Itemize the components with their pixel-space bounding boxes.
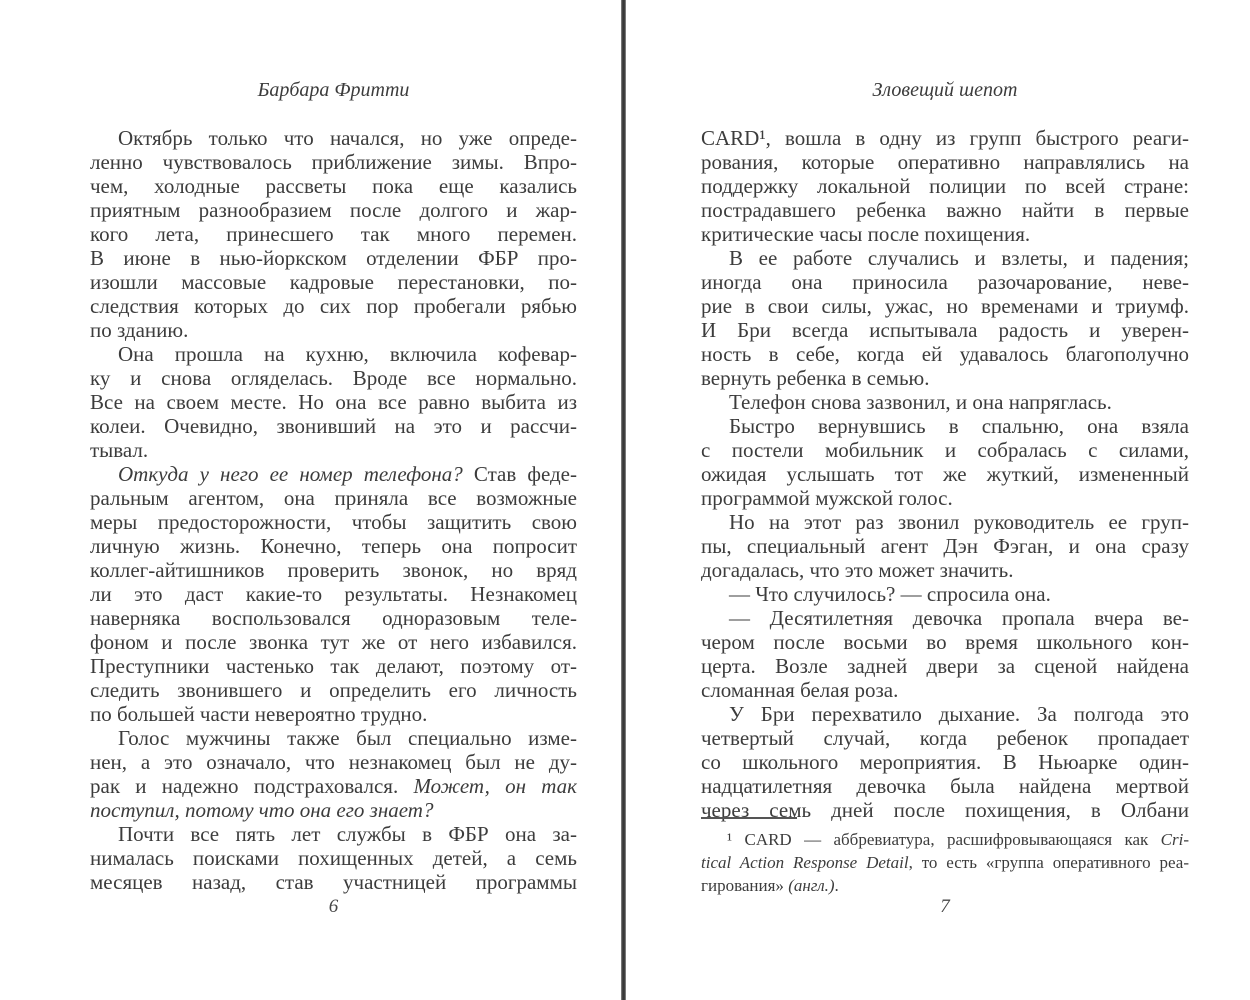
text-line: CARD¹, вошла в одну из групп быстрого реаги- [701,126,1189,150]
text-line: следить звонившего и определить его личность [90,678,577,702]
text-line: нималась поисками похищенных детей, а семь [90,846,577,870]
text-line: Голос мужчины также был специально изме- [118,726,577,750]
text-line: Все на своем месте. Но она все равно выбита из [90,390,577,414]
text-line: нен, а это означало, что незнакомец был не ду- [90,750,577,774]
text-line: надцатилетняя девочка была найдена мертвой [701,774,1189,798]
text-line: Откуда у него ее номер телефона? Став феде- [118,462,577,486]
text-line: — Десятилетняя девочка пропала вчера ве- [729,606,1189,630]
text-line: коллег-айтишников проверить звонок, но вряд [90,558,577,582]
text-line: кого лета, принесшего так много перемен. [90,222,577,246]
text-line: приятным разнообразием после долгого и жар- [90,198,577,222]
text-line: личную жизнь. Конечно, теперь она попросит [90,534,577,558]
text-line: ленно чувствовалось приближение зимы. Впро- [90,150,577,174]
text-line: ¹ CARD — аббревиатура, расшифровывающаяся как Cri- [727,830,1189,849]
text-line: со школьного мероприятия. В Ньюарке один- [701,750,1189,774]
text-line: через семь дней после похищения, в Олбани [701,798,1189,822]
text-line: программой мужской голос. [701,486,953,510]
page-number-left: 6 [328,896,339,917]
text-line: фоном и после звонка тут же от него избавился. [90,630,577,654]
text-line: ли это даст какие-то результаты. Незнакомец [90,582,577,606]
footnote-rule [701,817,797,819]
text-line: tical Action Response Detail, то есть «группа оперативного реа- [701,853,1189,872]
text-line: пы, специальный агент Дэн Фэган, и она сразу [701,534,1189,558]
page-right [701,78,1189,917]
text-line: сломанная белая роза. [701,678,899,702]
text-line: ральным агентом, она приняла все возможные [90,486,577,510]
text-line: поддержку локальной полиции по всей стране: [701,174,1189,198]
text-line: чером после восьми во время школьного кон- [701,630,1189,654]
page-right-body [701,126,1189,822]
text-line: рования, которые оперативно направлялись на [701,150,1189,174]
text-line: церта. Возле задней двери за сценой найдена [701,654,1189,678]
text-line: Быстро вернувшись в спальню, она взяла [729,414,1189,438]
text-line: ожидая услышать тот же жуткий, измененный [701,462,1189,486]
text-line: рие в свои силы, ужас, но временами и триумф. [701,294,1189,318]
text-line: ность в себе, когда ей удавалось благополучно [701,342,1189,366]
text-line: с постели мобильник и собралась с силами, [701,438,1189,462]
text-line: четвертый случай, когда ребенок пропадает [701,726,1189,750]
running-head-title: Зловещий шепот [872,79,1018,101]
running-head-author: Барбара Фритти [257,79,410,101]
text-line: Преступники частенько так делают, поэтому от- [90,654,577,678]
footnote-text [701,828,1189,897]
text-line: ку и снова огляделась. Вроде все нормально. [90,366,577,390]
text-line: Но на этот раз звонил руководитель ее груп- [729,510,1189,534]
text-line: поступил, потому что она его знает? [90,798,434,822]
text-line: вернуть ребенка в семью. [701,366,930,390]
text-line: Почти все пять лет службы в ФБР она за- [118,822,577,846]
text-line: догадалась, что это может значить. [701,558,1014,582]
footnote [701,817,1189,897]
text-line: пострадавшего ребенка важно найти в первые [701,198,1189,222]
text-line: тывал. [90,438,149,462]
text-line: Октябрь только что начался, но уже опреде- [118,126,577,150]
page-number-right: 7 [940,896,950,917]
text-line: по зданию. [90,318,189,342]
text-line: В июне в нью-йоркском отделении ФБР про- [90,246,577,270]
page-left-body [90,126,577,894]
text-line: Она прошла на кухню, включила кофевар- [118,342,577,366]
text-line: критические часы после похищения. [701,222,1031,246]
text-line: меры предосторожности, чтобы защитить свою [90,510,577,534]
text-line: изошли массовые кадровые перестановки, по- [90,270,577,294]
text-line: колеи. Очевидно, звонивший на это и рассчи- [90,414,577,438]
text-line: наверняка воспользовался одноразовым теле- [90,606,577,630]
text-line: гирования» (англ.). [701,876,839,895]
text-line: иногда она приносила разочарование, неве- [701,270,1189,294]
text-line: по большей части невероятно трудно. [90,702,428,726]
text-line: следствия которых до сих пор пробегали рябью [90,294,577,318]
text-line: В ее работе случались и взлеты, и падения; [729,246,1189,270]
text-line: У Бри перехватило дыхание. За полгода это [729,702,1189,726]
page-left [90,78,577,917]
text-line: рак и надежно подстраховался. Может, он так [90,774,577,798]
text-line: чем, холодные рассветы пока еще казались [90,174,577,198]
text-line: — Что случилось? — спросила она. [729,582,1051,606]
text-line: Телефон снова зазвонил, и она напряглась. [729,390,1112,414]
text-line: месяцев назад, став участницей программы [90,870,577,894]
text-line: И Бри всегда испытывала радость и уверен- [701,318,1189,342]
gutter-divider-line [621,0,626,1000]
